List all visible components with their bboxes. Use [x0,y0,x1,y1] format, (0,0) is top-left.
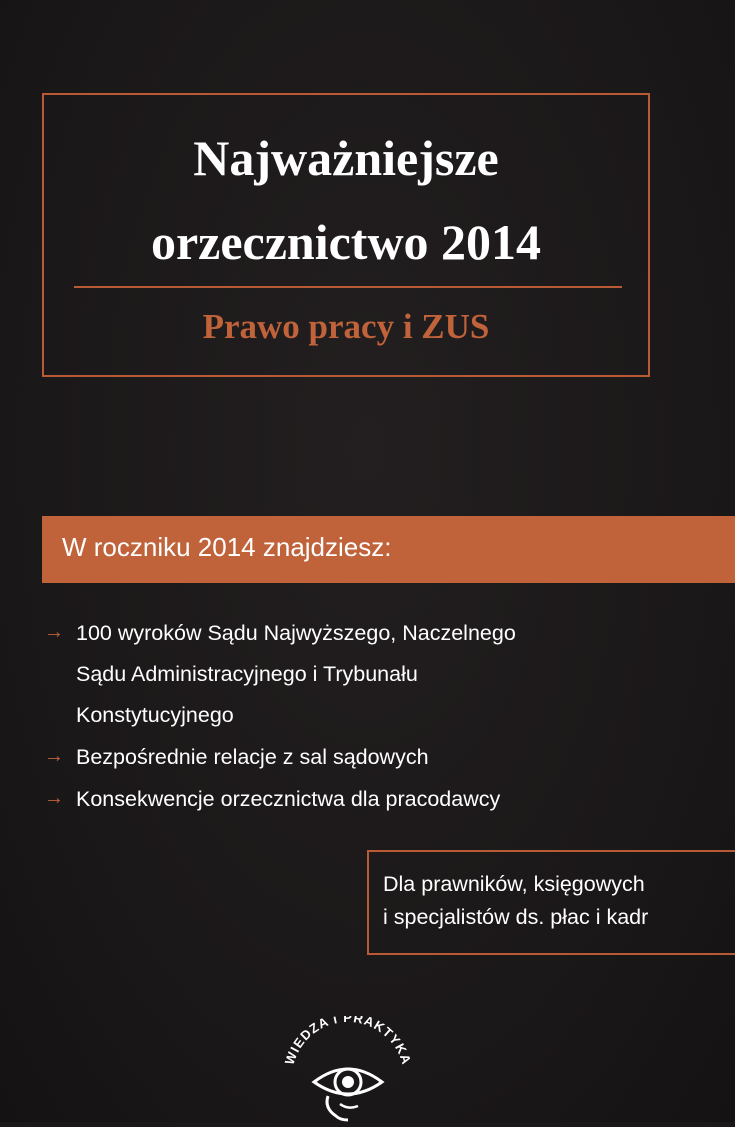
feature-1-line-3: Konstytucyjnego [76,703,234,727]
audience-line-1: Dla prawników, księgowych [383,872,645,896]
arrow-right-icon: → [44,621,64,643]
title-frame [42,93,650,377]
arrow-right-icon: → [44,745,64,767]
title-line-2: orzecznictwo 2014 [150,214,542,270]
feature-2-line-1: Bezpośrednie relacje z sal sądowych [76,745,429,769]
publisher-logo [278,1016,418,1122]
svg-text:WIEDZA i PRAKTYKA: WIEDZA i PRAKTYKA [281,1016,415,1067]
title-line-1: Najważniejsze [193,130,499,186]
audience-line-2: i specjalistów ds. płac i kadr [383,905,649,929]
eye-icon [278,1016,418,1122]
feature-3-line-1: Konsekwencje orzecznictwa dla pracodawcy [76,787,501,811]
contents-band [42,516,735,583]
audience-box [367,850,735,955]
arrow-right-icon: → [44,787,64,809]
subtitle: Prawo pracy i ZUS [202,307,490,346]
title-divider [74,286,622,288]
feature-1-line-2: Sądu Administracyjnego i Trybunału [76,662,418,686]
feature-1-line-1: 100 wyroków Sądu Najwyższego, Naczelnego [76,621,516,645]
contents-heading: W roczniku 2014 znajdziesz: [62,532,392,562]
